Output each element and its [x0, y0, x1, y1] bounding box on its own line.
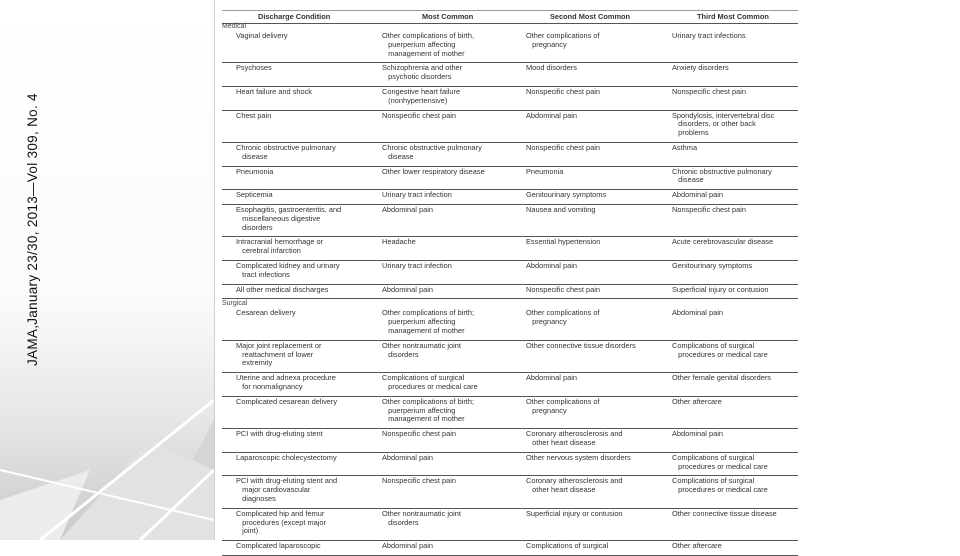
cell-most-common: Other complications of birth, puerperium affecting management of mother: [382, 31, 475, 58]
cell-second-most-common: Coronary atherosclerosis and other heart disease: [526, 429, 623, 447]
cell-second-most-common: Coronary atherosclerosis and other heart disease: [526, 476, 623, 495]
cell-most-common: Other nontraumatic joint disorders: [382, 340, 461, 359]
cell-third-most-common: Abdominal pain: [672, 190, 723, 200]
cell-second-most-common: Genitourinary symptoms: [526, 190, 607, 200]
cell-most-common: Nonspecific chest pain: [382, 429, 456, 439]
cell-third-most-common: Genitourinary symptoms: [672, 261, 753, 270]
table-row: [222, 429, 798, 453]
cell-second-most-common: Essential hypertension: [526, 237, 601, 247]
cell-second-most-common: Pneumonia: [526, 166, 564, 176]
cell-most-common: Abdominal pain: [382, 284, 433, 294]
table-row: [222, 237, 798, 261]
table-row: [222, 167, 798, 191]
cell-discharge-condition: Complicated laparoscopic: [236, 541, 321, 551]
cell-second-most-common: Superficial injury or contusion: [526, 508, 623, 518]
cell-third-most-common: Other aftercare: [672, 396, 722, 406]
cell-second-most-common: Other connective tissue disorders: [526, 340, 636, 350]
background-decoration: [0, 0, 214, 540]
cell-most-common: Abdominal pain: [382, 205, 433, 214]
cell-third-most-common: Complications of surgical procedures or medical care: [672, 476, 768, 495]
cell-most-common: Abdominal pain: [382, 541, 433, 551]
cell-third-most-common: Asthma: [672, 143, 698, 152]
cell-discharge-condition: Cesarean delivery: [236, 308, 296, 318]
cell-most-common: Schizophrenia and other psychotic disorders: [382, 63, 463, 82]
cell-second-most-common: Abdominal pain: [526, 110, 577, 120]
cell-third-most-common: Other connective tissue disease: [672, 508, 777, 518]
cell-third-most-common: Spondylosis, intervertebral disc disorders, or other back problems: [672, 110, 775, 138]
header-most-common: Most Common: [422, 12, 474, 21]
table-row: [222, 31, 798, 63]
cell-most-common: Urinary tract infection: [382, 190, 452, 200]
cell-third-most-common: Superficial injury or contusion: [672, 284, 769, 294]
cell-second-most-common: Other complications of pregnancy: [526, 396, 600, 415]
cell-discharge-condition: Complicated kidney and urinary tract infections: [236, 261, 340, 279]
cell-discharge-condition: PCI with drug-eluting stent and major cardiovascular diagnoses: [236, 476, 338, 503]
cell-third-most-common: Other aftercare: [672, 541, 722, 551]
header-discharge-condition: Discharge Condition: [258, 12, 331, 21]
cell-third-most-common: Abdominal pain: [672, 308, 723, 318]
cell-second-most-common: Abdominal pain: [526, 373, 577, 383]
cell-discharge-condition: Major joint replacement or reattachment of lower extremity: [236, 340, 322, 368]
cell-discharge-condition: Laparoscopic cholecystectomy: [236, 452, 337, 462]
cell-discharge-condition: Vaginal delivery: [236, 31, 288, 40]
table-row: [222, 205, 798, 237]
cell-discharge-condition: Intracranial hemorrhage or cerebral infarction: [236, 237, 324, 256]
cell-most-common: Complications of surgical procedures or medical care: [382, 373, 478, 391]
header-second-most-common: Second Most Common: [550, 12, 631, 21]
cell-second-most-common: Mood disorders: [526, 63, 577, 73]
cell-third-most-common: Chronic obstructive pulmonary disease: [672, 166, 772, 185]
cell-discharge-condition: PCI with drug-eluting stent: [236, 429, 323, 439]
cell-discharge-condition: Esophagitis, gastroenteritis, and miscellaneous digestive disorders: [236, 205, 342, 232]
table-row: [222, 453, 798, 477]
cell-second-most-common: Nonspecific chest pain: [526, 87, 600, 96]
cell-second-most-common: Abdominal pain: [526, 261, 577, 270]
cell-discharge-condition: Chest pain: [236, 110, 272, 120]
table-row: [222, 308, 798, 340]
cell-discharge-condition: Chronic obstructive pulmonary disease: [236, 143, 336, 161]
cell-most-common: Urinary tract infection: [382, 261, 452, 270]
table-row: [222, 87, 798, 111]
table-header: [222, 10, 798, 24]
cell-second-most-common: Other complications of pregnancy: [526, 308, 600, 327]
table-left-edge: [214, 0, 215, 540]
cell-most-common: Other complications of birth; puerperium affecting management of mother: [382, 308, 475, 335]
table-row: [222, 261, 798, 285]
table-row: [222, 476, 798, 508]
cell-most-common: Abdominal pain: [382, 452, 433, 462]
cell-discharge-condition: Uterine and adnexa procedure for nonmalignancy: [236, 373, 336, 391]
table-row: [222, 509, 798, 541]
cell-third-most-common: Complications of surgical procedures or medical care: [672, 452, 768, 471]
cell-second-most-common: Nonspecific chest pain: [526, 143, 600, 152]
cell-most-common: Other nontraumatic joint disorders: [382, 508, 461, 527]
cell-discharge-condition: Pneumonia: [236, 166, 274, 176]
section-label: Medical: [222, 23, 247, 30]
cell-discharge-condition: Septicemia: [236, 190, 273, 200]
cell-discharge-condition: Heart failure and shock: [236, 87, 312, 96]
table-row: [222, 285, 798, 300]
cell-most-common: Other lower respiratory disease: [382, 166, 485, 176]
table-row: [222, 541, 798, 556]
cell-third-most-common: Abdominal pain: [672, 429, 723, 439]
cell-third-most-common: Acute cerebrovascular disease: [672, 237, 774, 247]
table-row: [222, 111, 798, 143]
cell-second-most-common: Nausea and vomiting: [526, 205, 596, 214]
table-row: [222, 143, 798, 167]
journal-citation: JAMA,January 23/30, 2013—Vol 309, No. 4: [25, 93, 40, 366]
cell-discharge-condition: Complicated cesarean delivery: [236, 396, 338, 406]
discharge-table: [214, 0, 804, 551]
cell-third-most-common: Other female genital disorders: [672, 373, 772, 383]
table-row: [222, 341, 798, 373]
cell-most-common: Nonspecific chest pain: [382, 110, 456, 120]
cell-discharge-condition: All other medical discharges: [236, 284, 329, 294]
cell-second-most-common: Other nervous system disorders: [526, 452, 631, 462]
cell-third-most-common: Nonspecific chest pain: [672, 205, 746, 214]
cell-discharge-condition: Complicated hip and femur procedures (except major joint): [236, 508, 326, 536]
cell-second-most-common: Other complications of pregnancy: [526, 31, 600, 49]
section-label: Surgical: [222, 300, 248, 308]
cell-third-most-common: Nonspecific chest pain: [672, 87, 746, 96]
table-row: [222, 190, 798, 205]
cell-third-most-common: Urinary tract infections: [672, 31, 746, 40]
table-row: [222, 373, 798, 397]
cell-most-common: Congestive heart failure (nonhypertensive): [382, 87, 461, 105]
cell-most-common: Headache: [382, 237, 416, 247]
cell-most-common: Other complications of birth; puerperium affecting management of mother: [382, 396, 475, 424]
table-row: [222, 63, 798, 87]
table-row: [222, 397, 798, 429]
cell-third-most-common: Anxiety disorders: [672, 63, 729, 73]
cell-discharge-condition: Psychoses: [236, 63, 272, 73]
cell-second-most-common: Nonspecific chest pain: [526, 284, 600, 294]
header-third-most-common: Third Most Common: [697, 12, 769, 21]
cell-second-most-common: Complications of surgical: [526, 541, 609, 551]
cell-most-common: Nonspecific chest pain: [382, 476, 456, 486]
cell-third-most-common: Complications of surgical procedures or medical care: [672, 340, 768, 359]
cell-most-common: Chronic obstructive pulmonary disease: [382, 143, 482, 161]
